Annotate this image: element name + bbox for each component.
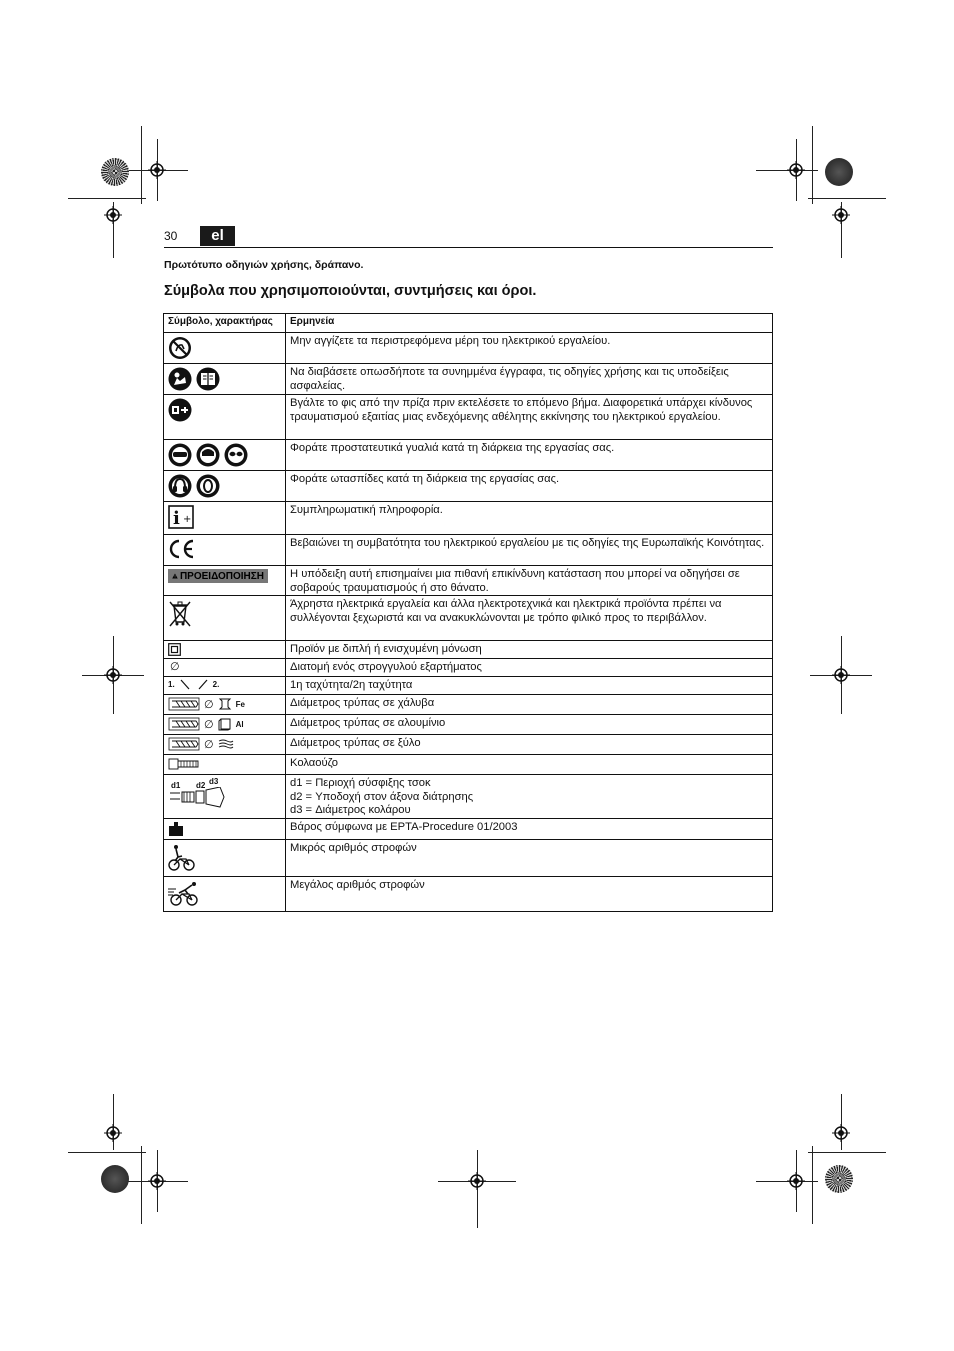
symbol-cell bbox=[164, 535, 286, 566]
section-title: Σύμβολα που χρησιμοποιούνται, συντμήσεις και όροι. bbox=[164, 283, 537, 299]
symbol-cell bbox=[164, 819, 286, 840]
table-row bbox=[164, 395, 773, 440]
color-rosette-icon bbox=[825, 158, 853, 186]
language-badge: el bbox=[200, 226, 235, 246]
face-shield-icon bbox=[196, 443, 220, 467]
page-number: 30 bbox=[164, 229, 178, 243]
symbols-table bbox=[163, 313, 773, 912]
symbol-cell bbox=[164, 596, 286, 641]
symbol-cell bbox=[164, 471, 286, 502]
table-row bbox=[164, 566, 773, 596]
table-row bbox=[164, 641, 773, 659]
registration-mark-icon bbox=[787, 1172, 805, 1190]
table-row bbox=[164, 440, 773, 471]
meaning-cell: Προϊόν με διπλή ή ενισχυμένη μόνωση bbox=[286, 641, 773, 659]
header-rule bbox=[164, 247, 773, 248]
table-row bbox=[164, 695, 773, 715]
diameter-symbol: ∅ bbox=[204, 738, 214, 751]
table-row bbox=[164, 659, 773, 677]
registration-mark-icon bbox=[832, 1124, 850, 1142]
symbol-cell bbox=[164, 566, 286, 596]
warning-label-text: ΠΡΟΕΙΔΟΠΟΙΗΣΗ bbox=[179, 570, 264, 582]
first-gear-label: 1. bbox=[168, 679, 175, 689]
symbol-cell bbox=[164, 877, 286, 912]
meaning-cell: Μεγάλος αριθμός στροφών bbox=[286, 877, 773, 912]
symbol-cell bbox=[164, 364, 286, 395]
registration-mark-icon bbox=[148, 1172, 166, 1190]
d2-description: d2 = Υποδοχή στον άξονα διάτρησης bbox=[290, 790, 474, 803]
table-row bbox=[164, 735, 773, 755]
table-row bbox=[164, 364, 773, 395]
label-d3: d3 bbox=[209, 777, 219, 787]
registration-mark-icon bbox=[468, 1172, 486, 1190]
column-header-meaning: Ερμηνεία bbox=[286, 314, 773, 333]
second-gear-label: 2. bbox=[212, 679, 220, 689]
gear-speed-icon bbox=[179, 678, 209, 690]
label-d1: d1 bbox=[171, 781, 181, 791]
meaning-cell: Βάρος σύμφωνα με EPTA-Procedure 01/2003 bbox=[286, 819, 773, 840]
table-row bbox=[164, 535, 773, 566]
meaning-cell bbox=[286, 775, 773, 819]
meaning-cell: Να διαβάσετε οπωσδήποτε τα συνημμένα έγγραφα, τις οδηγίες χρήσης και τις υποδείξεις ασφαλείας. bbox=[286, 364, 773, 395]
meaning-cell: Φοράτε ωτασπίδες κατά τη διάρκεια της εργασίας σας. bbox=[286, 471, 773, 502]
high-speed-bicycle-icon bbox=[168, 881, 200, 907]
drill-bit-icon bbox=[168, 697, 200, 711]
wood-icon bbox=[218, 737, 234, 751]
read-manual-person-icon bbox=[168, 367, 192, 391]
meaning-cell: Βγάλτε το φις από την πρίζα πριν εκτελέσετε το επόμενο βήμα. Διαφορετικά υπάρχει κίνδυνος τραυματισμού εξαιτίας μιας ενδεχόμενης αθέλητης εκκίνησης του ηλεκτρικού εργαλείου. bbox=[286, 395, 773, 440]
symbol-cell bbox=[164, 840, 286, 877]
meaning-cell: Η υπόδειξη αυτή επισημαίνει μια πιθανή επικίνδυνη κατάσταση που μπορεί να οδηγήσει σε σοβαρούς τραυματισμούς ή στο θάνατο. bbox=[286, 566, 773, 596]
no-touch-rotating-parts-icon bbox=[168, 336, 192, 360]
table-row bbox=[164, 677, 773, 695]
symbol-cell bbox=[164, 677, 286, 695]
safety-glasses-icon bbox=[224, 443, 248, 467]
color-rosette-icon bbox=[101, 158, 129, 186]
registration-mark-icon bbox=[832, 666, 850, 684]
ear-protection-alt-icon bbox=[196, 474, 220, 498]
symbol-cell bbox=[164, 333, 286, 364]
ear-protection-icon bbox=[168, 474, 192, 498]
color-rosette-icon bbox=[101, 1165, 129, 1193]
symbol-cell bbox=[164, 641, 286, 659]
table-row bbox=[164, 333, 773, 364]
diameter-symbol: ∅ bbox=[204, 718, 214, 731]
meaning-cell: Διάμετρος τρύπας σε αλουμίνιο bbox=[286, 715, 773, 735]
meaning-cell: Βεβαιώνει τη συμβατότητα του ηλεκτρικού εργαλείου με τις οδηγίες της Ευρωπαϊκής Κοινότητας. bbox=[286, 535, 773, 566]
meaning-cell: Διάμετρος τρύπας σε χάλυβα bbox=[286, 695, 773, 715]
drill-bit-icon bbox=[168, 717, 200, 731]
low-speed-bicycle-icon bbox=[168, 844, 196, 872]
table-row bbox=[164, 471, 773, 502]
warning-label bbox=[168, 569, 268, 583]
unplug-icon bbox=[168, 398, 192, 422]
meaning-cell: Άχρηστα ηλεκτρικά εργαλεία και άλλα ηλεκτροτεχνικά και ηλεκτρικά προϊόντα πρέπει να συλλέγονται ξεχωριστά και να ανακυκλώνονται με τρόπο φιλικό προς το περιβάλλον. bbox=[286, 596, 773, 641]
meaning-cell: Κολαούζο bbox=[286, 755, 773, 775]
symbol-cell bbox=[164, 440, 286, 471]
steel-profile-icon bbox=[218, 697, 232, 711]
spindle-collar-icon bbox=[168, 757, 200, 771]
meaning-cell: Μικρός αριθμός στροφών bbox=[286, 840, 773, 877]
safety-goggles-icon bbox=[168, 443, 192, 467]
aluminium-profile-icon bbox=[218, 717, 232, 731]
table-row bbox=[164, 819, 773, 840]
table-row bbox=[164, 715, 773, 735]
material-al-label: Al bbox=[235, 719, 244, 729]
symbol-cell bbox=[164, 715, 286, 735]
table-row bbox=[164, 502, 773, 535]
meaning-cell: Μην αγγίζετε τα περιστρεφόμενα μέρη του ηλεκτρικού εργαλείου. bbox=[286, 333, 773, 364]
table-header-row bbox=[164, 314, 773, 333]
table-row bbox=[164, 775, 773, 819]
table-row bbox=[164, 840, 773, 877]
registration-mark-icon bbox=[148, 161, 166, 179]
double-insulation-icon bbox=[168, 643, 181, 656]
d3-description: d3 = Διάμετρος κολάρου bbox=[290, 804, 411, 817]
color-rosette-icon bbox=[825, 1165, 853, 1193]
meaning-cell: Συμπληρωματική πληροφορία. bbox=[286, 502, 773, 535]
svg-text:+: + bbox=[183, 514, 192, 525]
document-subtitle: Πρωτότυπο οδηγιών χρήσης, δράπανο. bbox=[164, 259, 364, 271]
d1-description: d1 = Περιοχή σύσφιξης τσοκ bbox=[290, 777, 431, 790]
drill-bit-icon bbox=[168, 737, 200, 751]
table-row bbox=[164, 877, 773, 912]
meaning-cell: Διατομή ενός στρογγυλού εξαρτήματος bbox=[286, 659, 773, 677]
clamping-dimensions-icon bbox=[164, 775, 285, 815]
meaning-cell: Φοράτε προστατευτικά γυαλιά κατά τη διάρκεια της εργασίας σας. bbox=[286, 440, 773, 471]
symbol-cell bbox=[164, 695, 286, 715]
column-header-symbol: Σύμβολο, χαρακτήρας bbox=[164, 314, 286, 333]
symbol-cell bbox=[164, 735, 286, 755]
weee-bin-icon bbox=[168, 599, 192, 627]
material-fe-label: Fe bbox=[235, 699, 245, 709]
table-row bbox=[164, 755, 773, 775]
registration-mark-icon bbox=[104, 1124, 122, 1142]
symbol-cell bbox=[164, 395, 286, 440]
diameter-symbol: ∅ bbox=[204, 698, 214, 711]
symbol-cell bbox=[164, 659, 286, 677]
table-row bbox=[164, 596, 773, 641]
ce-mark-icon bbox=[168, 538, 196, 560]
warning-triangle-icon bbox=[172, 570, 178, 582]
registration-mark-icon bbox=[832, 206, 850, 224]
registration-mark-icon bbox=[104, 206, 122, 224]
diameter-icon: ∅ bbox=[170, 661, 180, 674]
meaning-cell: Διάμετρος τρύπας σε ξύλο bbox=[286, 735, 773, 755]
chuck-collar-drawing-icon bbox=[168, 787, 230, 813]
meaning-cell: 1η ταχύτητα/2η ταχύτητα bbox=[286, 677, 773, 695]
info-icon bbox=[168, 505, 194, 529]
registration-mark-icon bbox=[787, 161, 805, 179]
weight-icon bbox=[168, 821, 184, 837]
read-manual-icon bbox=[196, 367, 220, 391]
registration-mark-icon bbox=[104, 666, 122, 684]
label-d2: d2 bbox=[196, 781, 206, 791]
svg-text:i: i bbox=[173, 508, 180, 529]
symbol-cell bbox=[164, 502, 286, 535]
symbol-cell bbox=[164, 755, 286, 775]
symbol-cell bbox=[164, 775, 286, 819]
